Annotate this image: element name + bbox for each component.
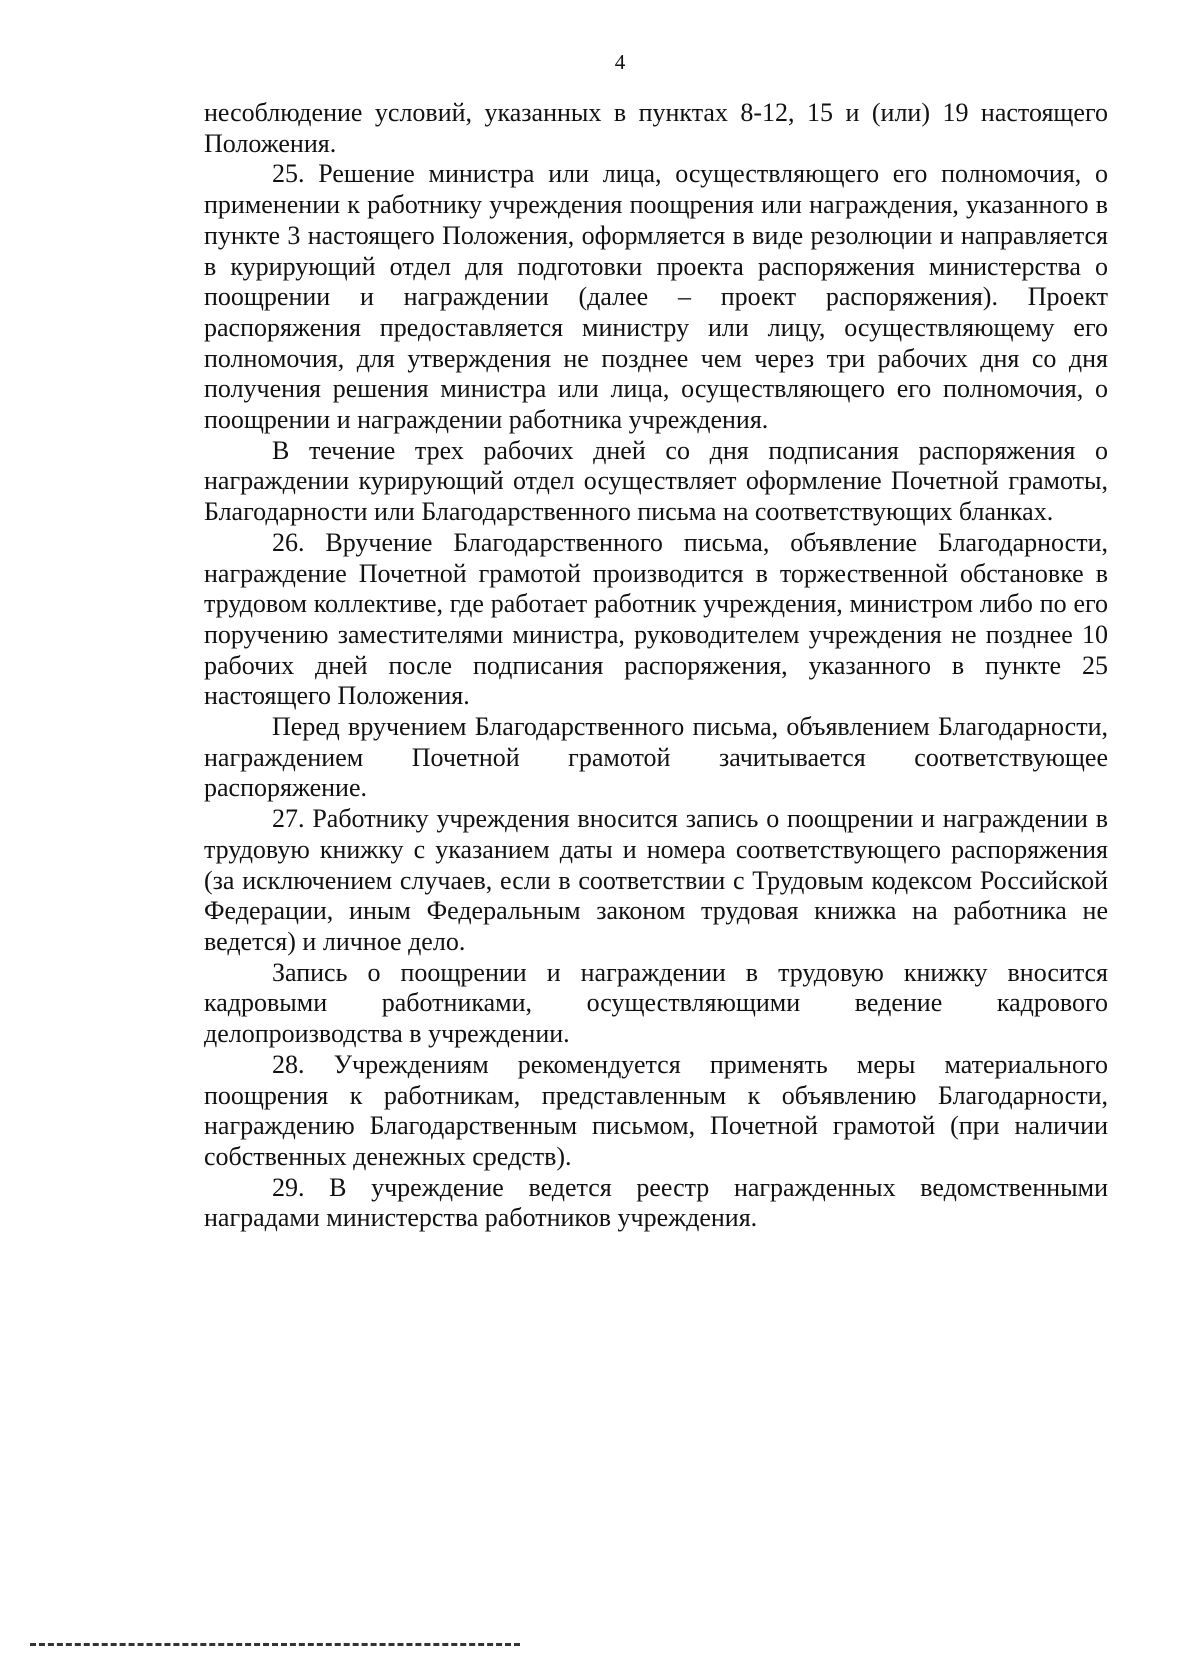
paragraph-25: 25. Решение министра или лица, осуществляющего его полномочия, о применении к работнику учреждения поощрения или награждения, указанного в пункте 3 настоящего Положения, оформляется в виде резолюции и направляется в курирующий отдел для подготовки проекта распоряжения министерства о поощрении и награждении (далее – проект распоряжения). Проект распоряжения предоставляется министру или лицу, осуществляющему его полномочия, для утверждения не позднее чем через три рабочих дня со дня получения решения министра или лица, осуществляющего его полномочия, о поощрении и награждении работника учреждения. xyxy=(204,159,1108,435)
paragraph-27: 27. Работнику учреждения вносится запись о поощрении и награждении в трудовую книжку с указанием даты и номера соответствующего распоряжения (за исключением случаев, если в соответствии с Трудовым кодексом Российской Федерации, иным Федеральным законом трудовая книжка на работника не ведется) и личное дело. xyxy=(204,804,1108,956)
paragraph-25-second: В течение трех рабочих дней со дня подписания распоряжения о награждении курирующий отдел осуществляет оформление Почетной грамоты, Благодарности или Благодарственного письма на соответствующих бланках. xyxy=(204,435,1108,527)
page-number: 4 xyxy=(614,50,626,74)
paragraph-28: 28. Учреждениям рекомендуется применять меры материального поощрения к работникам, представленным к объявлению Благодарности, награждению Благодарственным письмом, Почетной грамотой (при наличии собственных денежных средств). xyxy=(204,1049,1108,1171)
scan-edge-line xyxy=(30,1643,520,1646)
paragraph-24-continuation: несоблюдение условий, указанных в пунктах 8-12, 15 и (или) 19 настоящего Положения. xyxy=(204,98,1108,158)
document-body xyxy=(204,98,1108,1234)
paragraph-26-second: Перед вручением Благодарственного письма, объявлением Благодарности, награждением Почетной грамотой зачитывается соответствующее распоряжение. xyxy=(204,712,1108,803)
paragraph-29: 29. В учреждение ведется реестр награжденных ведомственными наградами министерства работников учреждения. xyxy=(204,1172,1108,1233)
paragraph-26: 26. Вручение Благодарственного письма, объявление Благодарности, награждение Почетной грамотой производится в торжественной обстановке в трудовом коллективе, где работает работник учреждения, министром либо по его поручению заместителями министра, руководителем учреждения не позднее 10 рабочих дней после подписания распоряжения, указанного в пункте 25 настоящего Положения. xyxy=(204,527,1108,711)
paragraph-27-second: Запись о поощрении и награждении в трудовую книжку вносится кадровыми работниками, осуществляющими ведение кадрового делопроизводства в учреждении. xyxy=(204,957,1108,1049)
